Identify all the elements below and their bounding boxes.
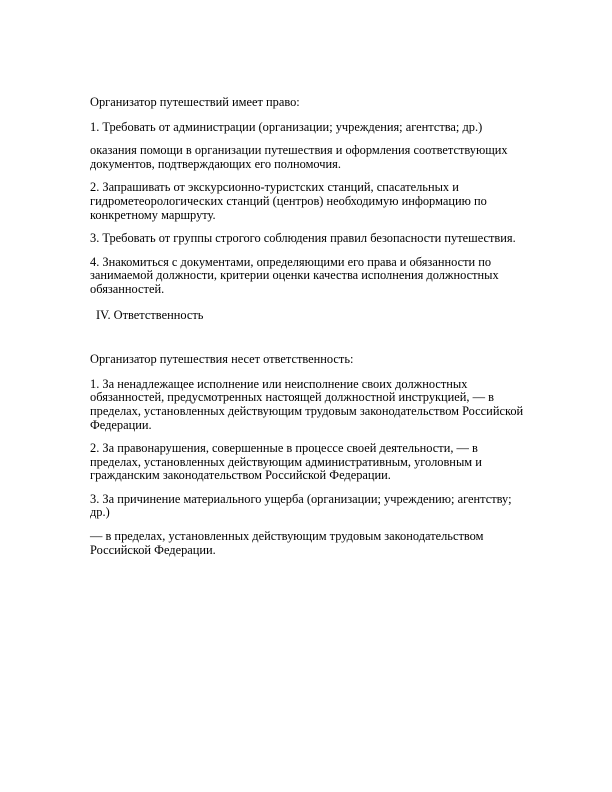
section-heading: IV. Ответственность [96, 307, 204, 322]
right-item-1-continuation: оказания помощи в организации путешествия и оформления соответствующих документов, подтверждающих его полномочия. [90, 143, 508, 171]
responsibility-item-3: 3. За причинение материального ущерба (организации; учреждению; агентству; др.) [90, 491, 512, 520]
responsibility-item-1: 1. За ненадлежащее исполнение или неисполнение своих должностных обязанностей, предусмотренных настоящей должностной инструкцией, — в пределах, установленных действующим трудовым законодательством Российской Федерации. [90, 376, 524, 432]
responsibility-intro: Организатор путешествия несет ответственность: [90, 352, 354, 367]
right-item-2: 2. Запрашивать от экскурсионно-туристских станций, спасательных и гидрометеорологических станций (центров) необходимую информацию по конкретному маршруту. [90, 180, 487, 222]
document-body [90, 96, 525, 567]
right-item-3: 3. Требовать от группы строгого соблюдения правил безопасности путешествия. [90, 231, 516, 246]
right-item-1: 1. Требовать от администрации (организации; учреждения; агентства; др.) [90, 119, 483, 134]
responsibility-item-3-continuation: — в пределах, установленных действующим трудовым законодательством Российской Федерации. [90, 529, 484, 557]
rights-intro: Организатор путешествий имеет право: [90, 95, 300, 109]
right-item-4: 4. Знакомиться с документами, определяющими его права и обязанности по занимаемой должности, критерии оценки качества исполнения должностных обязанностей. [90, 254, 499, 296]
responsibility-item-2: 2. За правонарушения, совершенные в процессе своей деятельности, — в пределах, установленных действующим административным, уголовным и гражданским законодательством Российской Федерации. [90, 441, 482, 483]
section-spacer [90, 322, 525, 353]
